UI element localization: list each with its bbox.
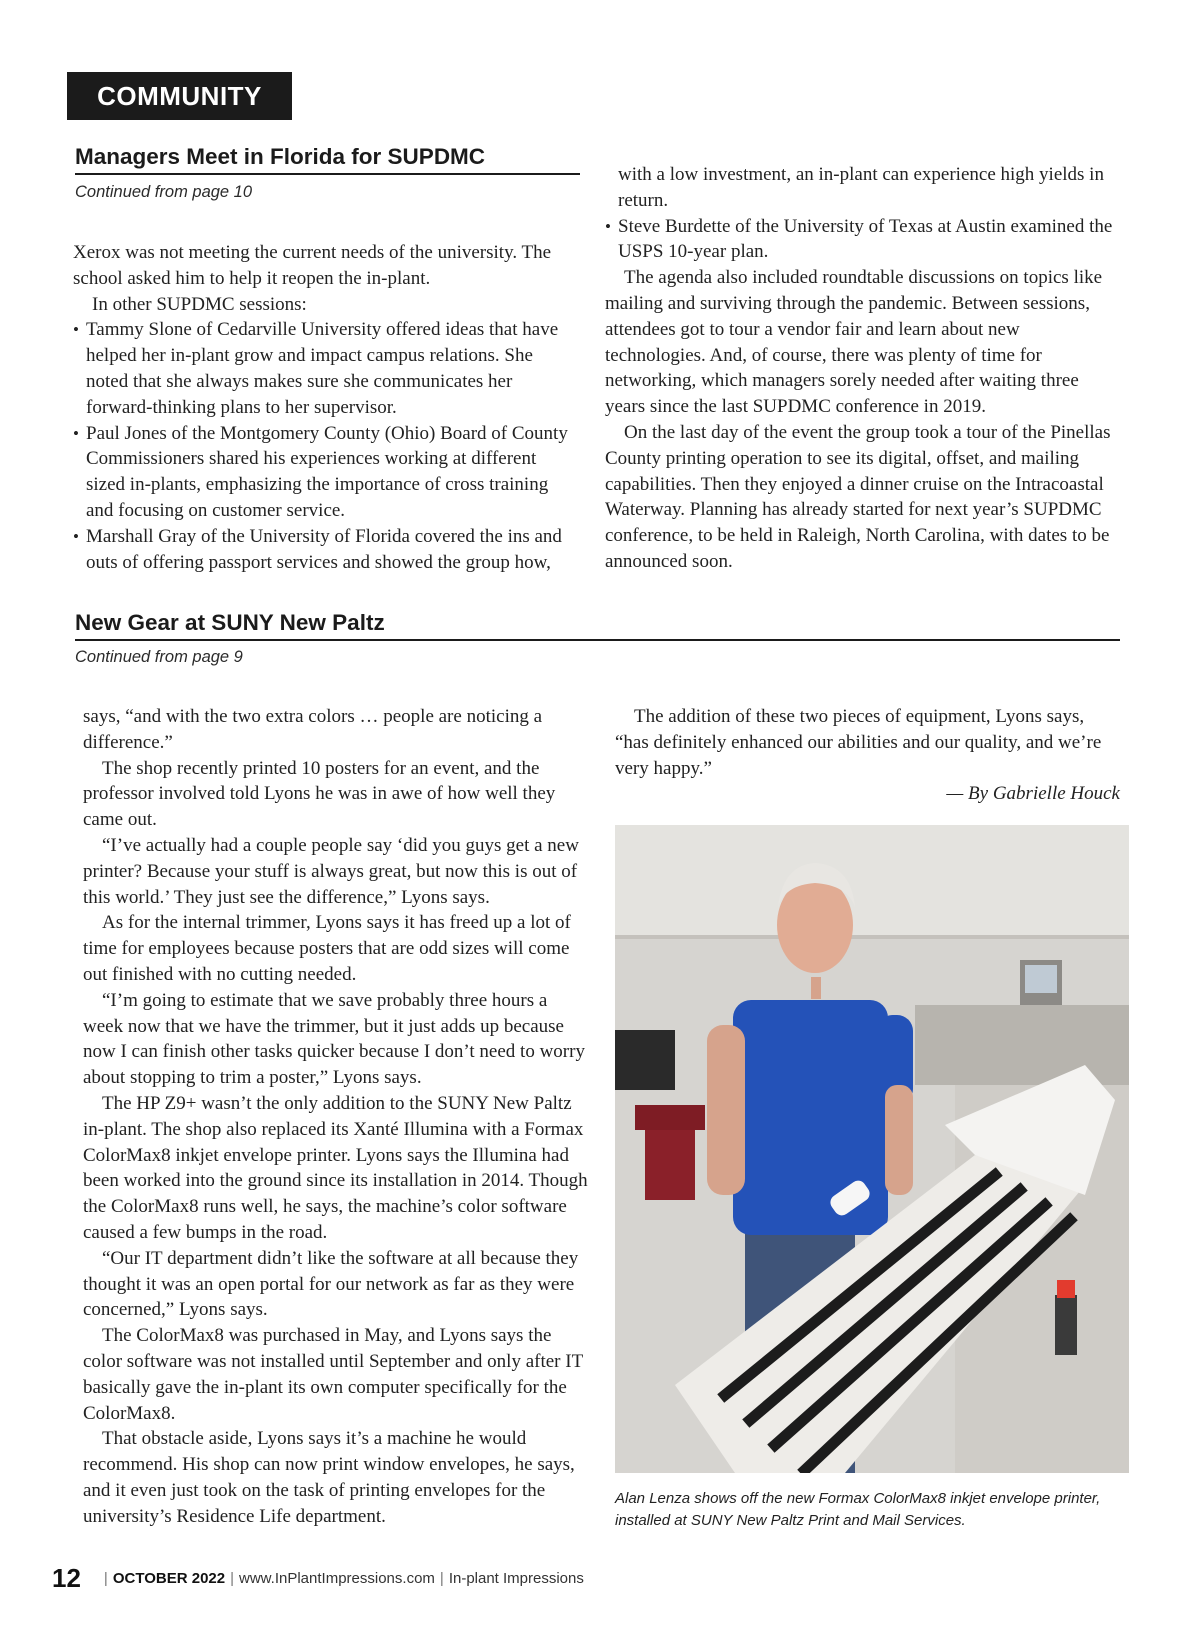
website-link[interactable]: www.InPlantImpressions.com (239, 1569, 435, 1587)
publication-name: In-plant Impressions (448, 1569, 584, 1587)
article2-paragraph: That obstacle aside, Lyons says it’s a machine he would recommend. His shop can now print window envelopes, he says, and it even just took on the task of printing envelopes for the university’s Residence Life department. (83, 1428, 575, 1527)
article2-left-column (83, 704, 589, 1530)
page-footer (52, 1558, 584, 1598)
article1-lead: In other SUPDMC sessions: (92, 293, 307, 315)
list-item: • Tammy Slone of Cedarville University offered ideas that have helped her in-plant grow and impact campus relations. She noted that she always makes sure she communicates her forward-thinking plans to her supervisor. (73, 317, 578, 420)
article1-right-column (605, 162, 1115, 575)
article1-headline: Managers Meet in Florida for SUPDMC (75, 143, 580, 175)
footer-divider: | (230, 1569, 234, 1587)
article1-paragraph: The agenda also included roundtable discussions on topics like mailing and surviving through the pandemic. Between sessions, attendees got to tour a vendor fair and learn about new technologies. And, of course, there was plenty of time for networking, which managers sorely needed after waiting three years since the last SUPDMC conference in 2019. (605, 267, 1103, 418)
article2-paragraph: “I’m going to estimate that we save probably three hours a week now that we have the trimmer, but it just adds up because now I can finish other tasks quicker because I don’t need to worry about stopping to trim a poster,” Lyons says. (83, 989, 585, 1089)
article2-paragraph: The HP Z9+ wasn’t the only addition to the SUNY New Paltz in-plant. The shop also replaced its Xanté Illumina with a Formax ColorMax8 inkjet envelope printer. Lyons says the Illumina had been worked into the ground since its installation in 2014. Though the ColorMax8 runs well, he says, the machine’s color software caused a few bumps in the road. (83, 1092, 588, 1243)
article2-paragraph: The ColorMax8 was purchased in May, and Lyons says the color software was not installed until September and only after IT basically gave the in-plant its own computer specifically for the ColorMax8. (83, 1325, 583, 1424)
article2-headline: New Gear at SUNY New Paltz (75, 609, 1120, 641)
article2-paragraph: “I’ve actually had a couple people say ‘did you guys get a new printer? Because your stuff is always great, but now this is out of this world.’ They just see the difference,” Lyons says. (83, 834, 579, 908)
article1-bullet-list-right (605, 214, 1115, 266)
article2-paragraph: As for the internal trimmer, Lyons says it has freed up a lot of time for employees because posters that are odd sizes will come out finished with no cutting needed. (83, 912, 571, 985)
footer-divider: | (439, 1569, 444, 1587)
article1-left-column (73, 240, 578, 575)
article2-paragraph: The shop recently printed 10 posters for an event, and the professor involved told Lyons he was in awe of how well they came out. (83, 757, 556, 831)
list-item: • Steve Burdette of the University of Texas at Austin examined the USPS 10-year plan. (605, 214, 1115, 266)
article1-intro: Xerox was not meeting the current needs of the university. The school asked him to help it reopen the in-plant. (73, 242, 552, 289)
article2-first-paragraph: says, “and with the two extra colors … people are noticing a difference.” (83, 706, 543, 753)
article1-paragraph: On the last day of the event the group took a tour of the Pinellas County printing operation to see its digital, offset, and mailing capabilities. Then they enjoyed a dinner cruise on the Intracoastal Waterway. Planning has already started for next year’s SUPDMC conference, to be held in Raleigh, North Carolina, with dates to be announced soon. (605, 421, 1111, 572)
list-item: • Paul Jones of the Montgomery County (Ohio) Board of County Commissioners shared his experiences working at different sized in-plants, emphasizing the importance of cross training and focusing on customer service. (73, 421, 578, 524)
article1-continued: Continued from page 10 (75, 183, 253, 201)
photo-illustration (615, 825, 1129, 1473)
byline: — By Gabrielle Houck (946, 783, 1120, 805)
article2-paragraph: “Our IT department didn’t like the software at all because they thought it was an open portal for our network as far as they were concerned,” Lyons says. (83, 1247, 579, 1321)
article1-bullet-list (73, 317, 578, 575)
photo-caption: Alan Lenza shows off the new Formax ColorMax8 inkjet envelope printer, installed at SUNY New Paltz Print and Mail Services. (615, 1490, 1101, 1529)
list-item: • Marshall Gray of the University of Florida covered the ins and outs of offering passport services and showed the group how, (73, 524, 578, 576)
article2-right-column (615, 704, 1120, 807)
article2-continued: Continued from page 9 (75, 648, 243, 666)
article1-continuation: with a low investment, an in-plant can experience high yields in return. (618, 164, 1104, 211)
footer-divider: | (103, 1569, 108, 1587)
page-number: 12 (52, 1562, 81, 1593)
article-photo (615, 825, 1129, 1473)
issue-date: OCTOBER 2022 (112, 1569, 226, 1587)
section-tag: COMMUNITY (67, 72, 292, 120)
article2-paragraph: The addition of these two pieces of equipment, Lyons says, “has definitely enhanced our abilities and our quality, and we’re very happy.” (615, 706, 1102, 779)
